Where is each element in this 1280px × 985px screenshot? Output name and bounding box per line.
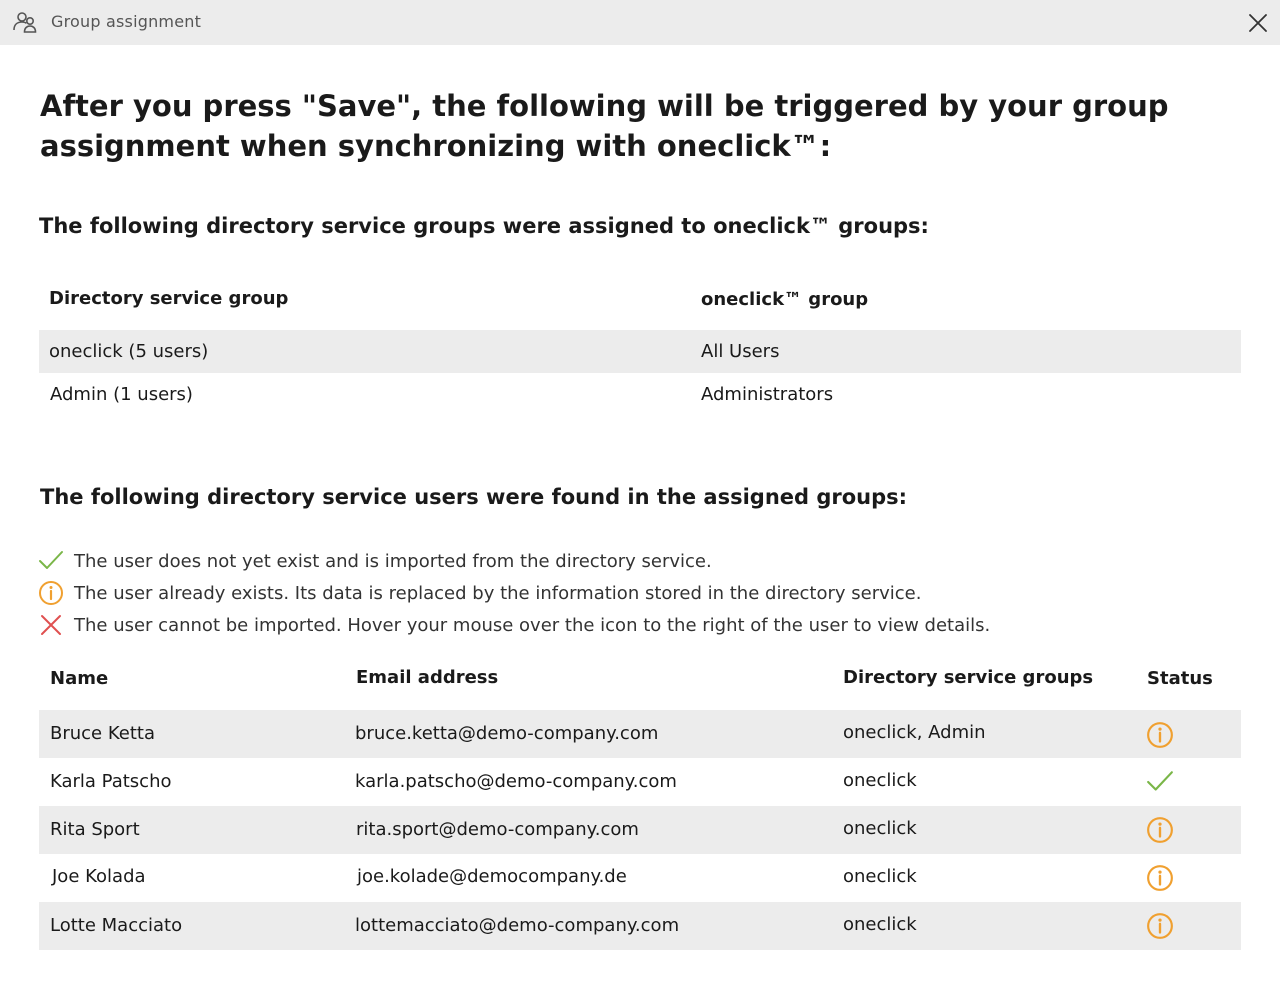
- info-icon: [38, 580, 64, 606]
- user-name-cell: Bruce Ketta: [50, 723, 155, 744]
- groups-table-header: [39, 282, 1241, 330]
- status-legend: [38, 545, 990, 641]
- check-icon[interactable]: [1146, 768, 1174, 796]
- directory-group-cell: Admin (1 users): [50, 384, 193, 405]
- column-header-status: Status: [1147, 668, 1213, 689]
- table-row: [39, 710, 1241, 758]
- users-section-title: The following directory service users were found in the assigned groups:: [40, 485, 908, 509]
- legend-item-not-imported: [38, 609, 990, 641]
- legend-text: The user does not yet exist and is imported from the directory service.: [74, 550, 712, 572]
- user-name-cell: Joe Kolada: [52, 866, 146, 887]
- user-groups-cell: oneclick, Admin: [843, 722, 986, 743]
- oneclick-group-cell: All Users: [701, 341, 780, 362]
- column-header-groups: Directory service groups: [843, 667, 1094, 688]
- users-group-icon: [12, 9, 38, 35]
- user-email-cell: rita.sport@demo-company.com: [356, 819, 639, 840]
- users-table: [39, 660, 1241, 950]
- close-button[interactable]: [1244, 9, 1272, 37]
- close-icon: [1249, 14, 1267, 32]
- column-header-name: Name: [50, 668, 109, 689]
- check-icon: [38, 548, 64, 574]
- oneclick-group-cell: Administrators: [701, 384, 834, 405]
- cross-icon: [38, 612, 64, 638]
- window-title: Group assignment: [51, 12, 202, 31]
- info-icon[interactable]: [1146, 912, 1174, 940]
- directory-group-cell: oneclick (5 users): [49, 341, 209, 362]
- user-name-cell: Karla Patscho: [50, 771, 172, 792]
- table-row: [39, 902, 1241, 950]
- users-table-header: [39, 660, 1241, 710]
- user-groups-cell: oneclick: [843, 914, 917, 935]
- legend-text: The user cannot be imported. Hover your mouse over the icon to the right of the user to view details.: [74, 614, 991, 636]
- legend-item-replaced: [38, 577, 990, 609]
- table-row: [39, 758, 1241, 806]
- column-header-email: Email address: [356, 667, 499, 688]
- table-row: [39, 854, 1241, 902]
- user-groups-cell: oneclick: [843, 770, 917, 791]
- info-icon[interactable]: [1146, 816, 1174, 844]
- user-groups-cell: oneclick: [843, 866, 917, 887]
- table-row: [39, 806, 1241, 854]
- info-icon[interactable]: [1146, 721, 1174, 749]
- window-titlebar: [0, 0, 1280, 45]
- page-heading: After you press "Save", the following will be triggered by your group assignment when synchronizing with oneclick™:: [40, 89, 1169, 163]
- user-email-cell: bruce.ketta@demo-company.com: [355, 723, 659, 744]
- user-name-cell: Rita Sport: [50, 819, 140, 840]
- groups-table: [39, 282, 1241, 416]
- user-name-cell: Lotte Macciato: [50, 915, 183, 936]
- info-icon[interactable]: [1146, 864, 1174, 892]
- user-groups-cell: oneclick: [843, 818, 917, 839]
- user-email-cell: lottemacciato@demo-company.com: [355, 915, 680, 936]
- user-email-cell: karla.patscho@demo-company.com: [355, 771, 677, 792]
- groups-section-title: The following directory service groups were assigned to oneclick™ groups:: [39, 214, 929, 238]
- legend-item-imported: [38, 545, 990, 577]
- table-row: [39, 373, 1241, 416]
- column-header-oneclick-group: oneclick™ group: [701, 289, 869, 310]
- table-row: [39, 330, 1241, 373]
- user-email-cell: joe.kolade@democompany.de: [357, 866, 627, 887]
- legend-text: The user already exists. Its data is replaced by the information stored in the directory service.: [74, 582, 922, 604]
- column-header-directory-group: Directory service group: [49, 288, 289, 309]
